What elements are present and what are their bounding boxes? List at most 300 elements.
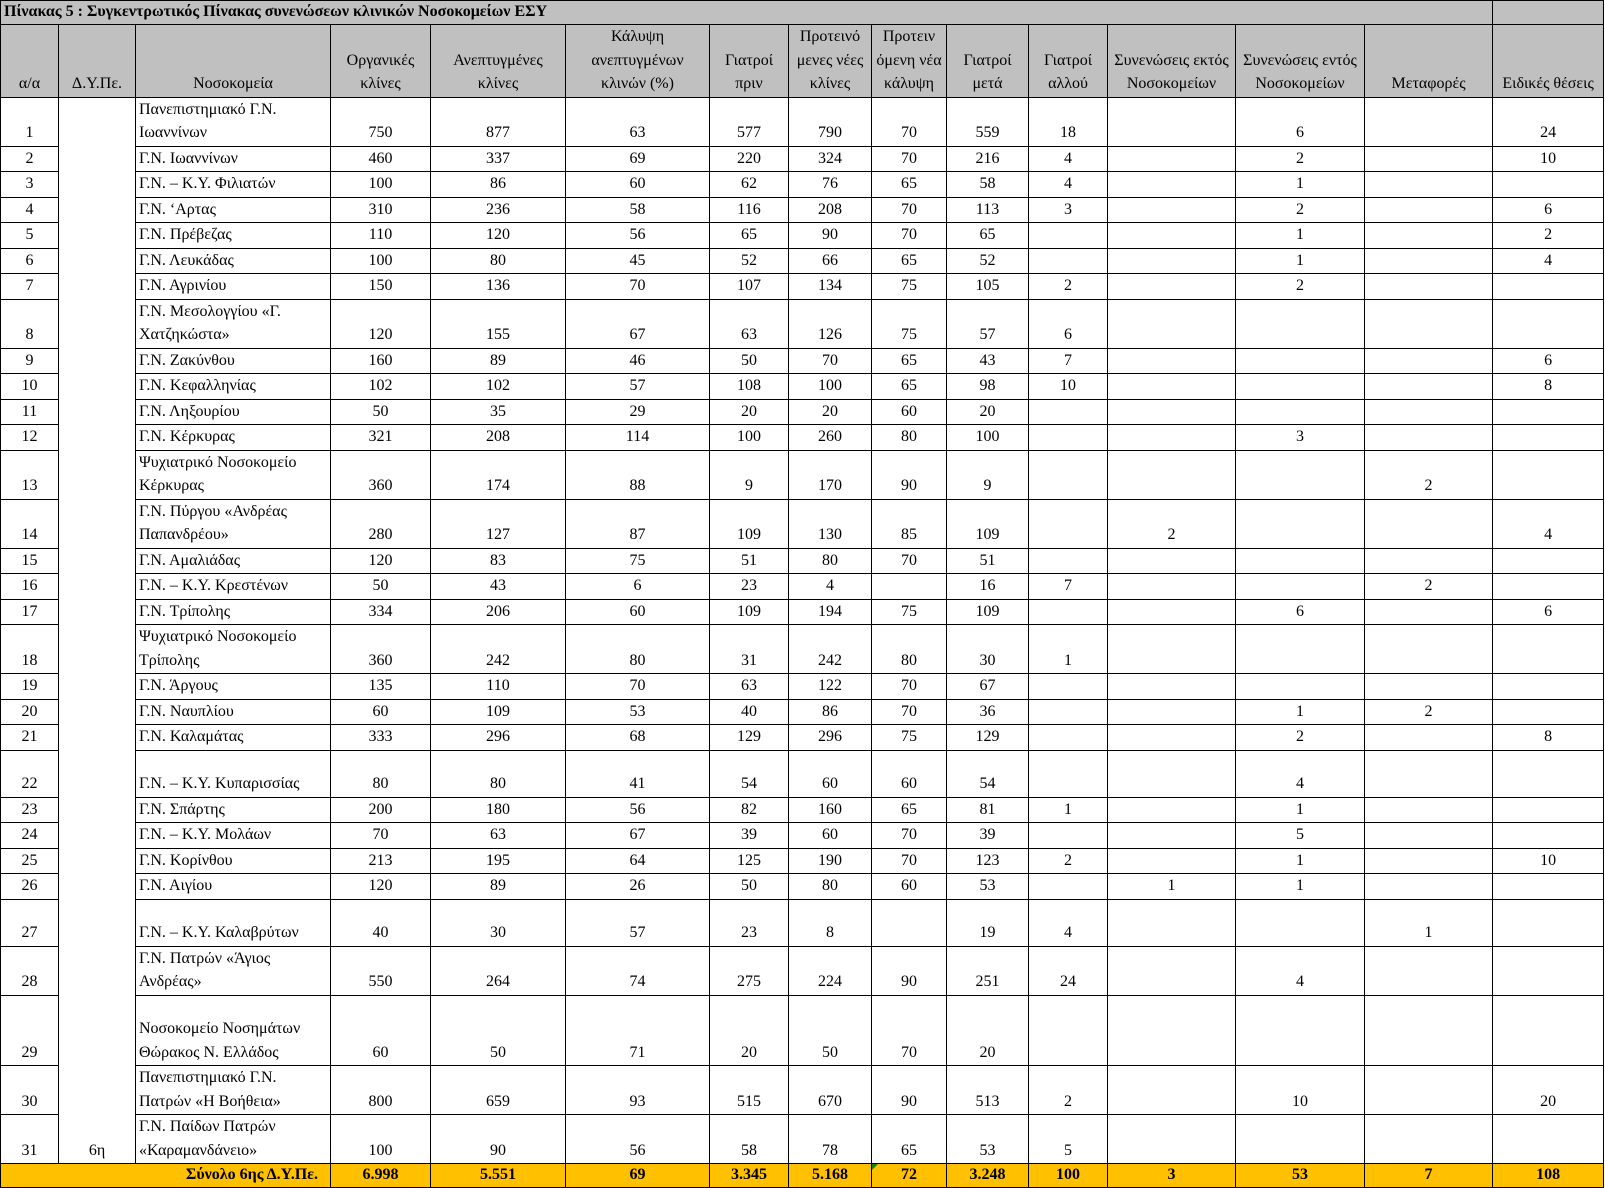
value-cell bbox=[1493, 874, 1604, 900]
value-cell: 9 bbox=[947, 450, 1029, 499]
value-cell: 190 bbox=[789, 848, 872, 874]
row-number-cell: 10 bbox=[1, 374, 59, 400]
value-cell: 2 bbox=[1236, 197, 1365, 223]
value-cell: 9 bbox=[710, 450, 789, 499]
value-cell: 296 bbox=[431, 725, 566, 751]
value-cell: 80 bbox=[566, 625, 710, 674]
column-header: Συνενώσεις εκτός Νοσοκομείων bbox=[1108, 25, 1236, 98]
value-cell: 90 bbox=[872, 946, 947, 995]
column-header: Νοσοκομεία bbox=[136, 25, 331, 98]
value-cell: 126 bbox=[789, 299, 872, 348]
value-cell: 3 bbox=[1236, 425, 1365, 451]
value-cell: 195 bbox=[431, 848, 566, 874]
value-cell: 45 bbox=[566, 248, 710, 274]
value-cell: 110 bbox=[431, 674, 566, 700]
value-cell: 4 bbox=[1029, 172, 1108, 198]
total-value-cell: 3 bbox=[1108, 1164, 1236, 1188]
dype-cell bbox=[59, 574, 136, 600]
value-cell: 102 bbox=[431, 374, 566, 400]
value-cell: 93 bbox=[566, 1066, 710, 1115]
value-cell bbox=[1108, 197, 1236, 223]
column-header: Προτειν όμενη νέα κάλυψη bbox=[872, 25, 947, 98]
title-blank-cell bbox=[1493, 1, 1604, 25]
value-cell: 236 bbox=[431, 197, 566, 223]
dype-cell bbox=[59, 625, 136, 674]
value-cell: 80 bbox=[789, 548, 872, 574]
value-cell: 513 bbox=[947, 1066, 1029, 1115]
value-cell bbox=[1029, 599, 1108, 625]
value-cell: 260 bbox=[789, 425, 872, 451]
value-cell: 150 bbox=[331, 274, 431, 300]
value-cell: 50 bbox=[710, 874, 789, 900]
row-number-cell: 28 bbox=[1, 946, 59, 995]
value-cell: 65 bbox=[872, 172, 947, 198]
value-cell: 559 bbox=[947, 97, 1029, 146]
value-cell: 4 bbox=[1493, 248, 1604, 274]
value-cell: 134 bbox=[789, 274, 872, 300]
value-cell: 160 bbox=[331, 348, 431, 374]
title-row bbox=[1, 1, 1604, 25]
value-cell: 110 bbox=[331, 223, 431, 249]
value-cell bbox=[1365, 223, 1493, 249]
value-cell bbox=[1493, 674, 1604, 700]
value-cell bbox=[1029, 699, 1108, 725]
table-row bbox=[1, 823, 1604, 849]
value-cell bbox=[1236, 625, 1365, 674]
value-cell: 2 bbox=[1029, 1066, 1108, 1115]
value-cell bbox=[1108, 725, 1236, 751]
value-cell: 2 bbox=[1029, 274, 1108, 300]
value-cell: 60 bbox=[566, 172, 710, 198]
value-cell: 60 bbox=[331, 995, 431, 1066]
value-cell: 56 bbox=[566, 1115, 710, 1164]
dype-cell bbox=[59, 499, 136, 548]
value-cell: 105 bbox=[947, 274, 1029, 300]
value-cell bbox=[1236, 374, 1365, 400]
header-row bbox=[1, 25, 1604, 98]
value-cell: 174 bbox=[431, 450, 566, 499]
row-number-cell: 25 bbox=[1, 848, 59, 874]
value-cell bbox=[1029, 450, 1108, 499]
value-cell: 321 bbox=[331, 425, 431, 451]
value-cell bbox=[1108, 548, 1236, 574]
value-cell: 1 bbox=[1236, 874, 1365, 900]
value-cell bbox=[1236, 899, 1365, 946]
value-cell: 275 bbox=[710, 946, 789, 995]
total-value-cell: 5.551 bbox=[431, 1164, 566, 1188]
table-row bbox=[1, 1066, 1604, 1115]
value-cell bbox=[1108, 172, 1236, 198]
dype-cell bbox=[59, 248, 136, 274]
table-row bbox=[1, 899, 1604, 946]
value-cell: 65 bbox=[710, 223, 789, 249]
value-cell: 70 bbox=[872, 548, 947, 574]
value-cell: 8 bbox=[1493, 725, 1604, 751]
value-cell: 60 bbox=[566, 599, 710, 625]
table-row bbox=[1, 848, 1604, 874]
hospital-name-cell: Γ.Ν. Αγρινίου bbox=[136, 274, 331, 300]
value-cell bbox=[1365, 248, 1493, 274]
value-cell: 69 bbox=[566, 146, 710, 172]
value-cell bbox=[1108, 599, 1236, 625]
table-row bbox=[1, 995, 1604, 1066]
value-cell bbox=[1365, 995, 1493, 1066]
value-cell: 56 bbox=[566, 797, 710, 823]
value-cell: 50 bbox=[710, 348, 789, 374]
value-cell: 31 bbox=[710, 625, 789, 674]
value-cell: 1 bbox=[1029, 797, 1108, 823]
value-cell: 1 bbox=[1108, 874, 1236, 900]
value-cell: 180 bbox=[431, 797, 566, 823]
value-cell: 54 bbox=[710, 750, 789, 797]
table-title: Πίνακας 5 : Συγκεντρωτικός Πίνακας συνενώσεων κλινικών Νοσοκομείων ΕΣΥ bbox=[1, 1, 1493, 25]
value-cell bbox=[1108, 97, 1236, 146]
value-cell bbox=[1365, 599, 1493, 625]
value-cell bbox=[1365, 1115, 1493, 1164]
value-cell: 90 bbox=[431, 1115, 566, 1164]
value-cell: 122 bbox=[789, 674, 872, 700]
value-cell: 30 bbox=[431, 899, 566, 946]
hospital-name-cell: Γ.Ν. Πατρών «Άγιος Ανδρέας» bbox=[136, 946, 331, 995]
value-cell: 71 bbox=[566, 995, 710, 1066]
value-cell: 63 bbox=[431, 823, 566, 849]
dype-cell bbox=[59, 97, 136, 146]
value-cell: 60 bbox=[872, 874, 947, 900]
value-cell: 81 bbox=[947, 797, 1029, 823]
value-cell: 790 bbox=[789, 97, 872, 146]
table-row bbox=[1, 548, 1604, 574]
value-cell: 89 bbox=[431, 348, 566, 374]
table-row bbox=[1, 499, 1604, 548]
value-cell bbox=[1236, 548, 1365, 574]
value-cell: 56 bbox=[566, 223, 710, 249]
dype-cell bbox=[59, 750, 136, 797]
value-cell: 39 bbox=[710, 823, 789, 849]
value-cell bbox=[1108, 848, 1236, 874]
value-cell: 120 bbox=[331, 874, 431, 900]
value-cell: 116 bbox=[710, 197, 789, 223]
column-header: Μεταφορές bbox=[1365, 25, 1493, 98]
value-cell: 310 bbox=[331, 197, 431, 223]
dype-cell bbox=[59, 425, 136, 451]
value-cell bbox=[1493, 450, 1604, 499]
value-cell: 107 bbox=[710, 274, 789, 300]
row-number-cell: 13 bbox=[1, 450, 59, 499]
hospital-name-cell: Γ.Ν. ‘Αρτας bbox=[136, 197, 331, 223]
value-cell: 89 bbox=[431, 874, 566, 900]
value-cell bbox=[1236, 674, 1365, 700]
value-cell bbox=[1365, 299, 1493, 348]
value-cell: 360 bbox=[331, 625, 431, 674]
value-cell: 125 bbox=[710, 848, 789, 874]
value-cell: 70 bbox=[872, 674, 947, 700]
value-cell: 1 bbox=[1236, 797, 1365, 823]
value-cell: 70 bbox=[872, 699, 947, 725]
value-cell bbox=[1365, 797, 1493, 823]
value-cell: 40 bbox=[710, 699, 789, 725]
value-cell: 58 bbox=[566, 197, 710, 223]
value-cell: 88 bbox=[566, 450, 710, 499]
value-cell: 57 bbox=[947, 299, 1029, 348]
total-value-cell: 53 bbox=[1236, 1164, 1365, 1188]
value-cell: 100 bbox=[331, 1115, 431, 1164]
value-cell: 57 bbox=[566, 374, 710, 400]
value-cell: 70 bbox=[872, 97, 947, 146]
value-cell: 46 bbox=[566, 348, 710, 374]
value-cell: 129 bbox=[710, 725, 789, 751]
value-cell: 90 bbox=[872, 450, 947, 499]
value-cell: 6 bbox=[1236, 599, 1365, 625]
value-cell: 2 bbox=[1365, 450, 1493, 499]
value-cell bbox=[1365, 823, 1493, 849]
value-cell: 63 bbox=[566, 97, 710, 146]
hospital-name-cell: Γ.Ν. Κορίνθου bbox=[136, 848, 331, 874]
value-cell bbox=[1236, 1115, 1365, 1164]
value-cell: 4 bbox=[1493, 499, 1604, 548]
value-cell: 70 bbox=[566, 674, 710, 700]
value-cell: 35 bbox=[431, 399, 566, 425]
value-cell bbox=[1108, 146, 1236, 172]
value-cell: 68 bbox=[566, 725, 710, 751]
hospital-name-cell: Γ.Ν. Αμαλιάδας bbox=[136, 548, 331, 574]
value-cell: 80 bbox=[789, 874, 872, 900]
hospital-name-cell: Γ.Ν. Αιγίου bbox=[136, 874, 331, 900]
value-cell: 120 bbox=[331, 299, 431, 348]
column-header: Γιατροί αλλού bbox=[1029, 25, 1108, 98]
row-number-cell: 24 bbox=[1, 823, 59, 849]
value-cell: 113 bbox=[947, 197, 1029, 223]
value-cell bbox=[1108, 425, 1236, 451]
row-number-cell: 6 bbox=[1, 248, 59, 274]
value-cell: 220 bbox=[710, 146, 789, 172]
value-cell: 877 bbox=[431, 97, 566, 146]
value-cell bbox=[1108, 797, 1236, 823]
column-header: Κάλυψη ανεπτυγμένων κλινών (%) bbox=[566, 25, 710, 98]
value-cell: 1 bbox=[1236, 699, 1365, 725]
value-cell: 2 bbox=[1108, 499, 1236, 548]
value-cell bbox=[1493, 823, 1604, 849]
value-cell bbox=[1365, 146, 1493, 172]
column-header: α/α bbox=[1, 25, 59, 98]
value-cell: 135 bbox=[331, 674, 431, 700]
value-cell: 62 bbox=[710, 172, 789, 198]
total-value-cell: 3.345 bbox=[710, 1164, 789, 1188]
table-row bbox=[1, 274, 1604, 300]
value-cell bbox=[1108, 348, 1236, 374]
value-cell bbox=[1108, 223, 1236, 249]
value-cell: 53 bbox=[947, 874, 1029, 900]
hospital-name-cell: Γ.Ν. – Κ.Υ. Μολάων bbox=[136, 823, 331, 849]
value-cell: 6 bbox=[1236, 97, 1365, 146]
value-cell: 18 bbox=[1029, 97, 1108, 146]
value-cell: 83 bbox=[431, 548, 566, 574]
column-header: Γιατροί μετά bbox=[947, 25, 1029, 98]
value-cell: 51 bbox=[947, 548, 1029, 574]
value-cell: 6 bbox=[1029, 299, 1108, 348]
total-value-cell: 7 bbox=[1365, 1164, 1493, 1188]
value-cell bbox=[1236, 299, 1365, 348]
value-cell: 206 bbox=[431, 599, 566, 625]
value-cell: 100 bbox=[331, 172, 431, 198]
value-cell bbox=[1365, 874, 1493, 900]
total-value-cell: 69 bbox=[566, 1164, 710, 1188]
value-cell: 65 bbox=[872, 374, 947, 400]
value-cell: 60 bbox=[872, 399, 947, 425]
value-cell: 1 bbox=[1236, 848, 1365, 874]
value-cell: 120 bbox=[431, 223, 566, 249]
hospital-name-cell: Γ.Ν. Πρέβεζας bbox=[136, 223, 331, 249]
table-row bbox=[1, 1115, 1604, 1164]
total-value-cell: 100 bbox=[1029, 1164, 1108, 1188]
value-cell: 170 bbox=[789, 450, 872, 499]
table-row bbox=[1, 374, 1604, 400]
value-cell bbox=[1029, 995, 1108, 1066]
table-row bbox=[1, 725, 1604, 751]
dype-cell bbox=[59, 1066, 136, 1115]
table-row bbox=[1, 699, 1604, 725]
value-cell: 224 bbox=[789, 946, 872, 995]
value-cell: 82 bbox=[710, 797, 789, 823]
value-cell: 460 bbox=[331, 146, 431, 172]
value-cell: 10 bbox=[1236, 1066, 1365, 1115]
value-cell: 6 bbox=[1493, 197, 1604, 223]
value-cell bbox=[1029, 399, 1108, 425]
row-number-cell: 22 bbox=[1, 750, 59, 797]
value-cell: 50 bbox=[331, 574, 431, 600]
table-row bbox=[1, 946, 1604, 995]
value-cell: 10 bbox=[1493, 848, 1604, 874]
row-number-cell: 2 bbox=[1, 146, 59, 172]
value-cell: 213 bbox=[331, 848, 431, 874]
value-cell bbox=[1493, 750, 1604, 797]
value-cell bbox=[1493, 548, 1604, 574]
dype-cell bbox=[59, 374, 136, 400]
dype-cell bbox=[59, 399, 136, 425]
hospital-name-cell: Γ.Ν. – Κ.Υ. Κρεστένων bbox=[136, 574, 331, 600]
table-row bbox=[1, 874, 1604, 900]
table-row bbox=[1, 399, 1604, 425]
row-number-cell: 29 bbox=[1, 995, 59, 1066]
value-cell: 2 bbox=[1493, 223, 1604, 249]
value-cell bbox=[1493, 274, 1604, 300]
total-row bbox=[1, 1164, 1604, 1188]
dype-cell bbox=[59, 823, 136, 849]
value-cell bbox=[1365, 674, 1493, 700]
value-cell: 10 bbox=[1493, 146, 1604, 172]
value-cell: 670 bbox=[789, 1066, 872, 1115]
value-cell bbox=[1108, 399, 1236, 425]
value-cell bbox=[1493, 299, 1604, 348]
value-cell: 1 bbox=[1236, 248, 1365, 274]
value-cell: 2 bbox=[1236, 146, 1365, 172]
table-row bbox=[1, 97, 1604, 146]
row-number-cell: 26 bbox=[1, 874, 59, 900]
value-cell bbox=[1108, 248, 1236, 274]
value-cell: 50 bbox=[431, 995, 566, 1066]
value-cell: 70 bbox=[872, 223, 947, 249]
value-cell bbox=[1108, 899, 1236, 946]
dype-cell bbox=[59, 848, 136, 874]
row-number-cell: 21 bbox=[1, 725, 59, 751]
hospital-name-cell: Γ.Ν. Ληξουρίου bbox=[136, 399, 331, 425]
dype-cell bbox=[59, 674, 136, 700]
value-cell: 100 bbox=[710, 425, 789, 451]
value-cell: 109 bbox=[431, 699, 566, 725]
value-cell bbox=[1108, 274, 1236, 300]
value-cell: 65 bbox=[872, 1115, 947, 1164]
value-cell bbox=[1236, 499, 1365, 548]
hospital-name-cell: Γ.Ν. – Κ.Υ. Καλαβρύτων bbox=[136, 899, 331, 946]
table-row bbox=[1, 425, 1604, 451]
total-value-cell: 108 bbox=[1493, 1164, 1604, 1188]
row-number-cell: 11 bbox=[1, 399, 59, 425]
table-row bbox=[1, 348, 1604, 374]
value-cell: 60 bbox=[331, 699, 431, 725]
dype-cell bbox=[59, 946, 136, 995]
value-cell bbox=[1365, 548, 1493, 574]
table-body bbox=[1, 97, 1604, 1164]
table-row bbox=[1, 248, 1604, 274]
value-cell bbox=[1365, 625, 1493, 674]
value-cell: 23 bbox=[710, 574, 789, 600]
hospital-name-cell: Γ.Ν. Μεσολογγίου «Γ. Χατζηκώστα» bbox=[136, 299, 331, 348]
total-value-cell: 6.998 bbox=[331, 1164, 431, 1188]
value-cell: 127 bbox=[431, 499, 566, 548]
row-number-cell: 30 bbox=[1, 1066, 59, 1115]
value-cell: 53 bbox=[566, 699, 710, 725]
table-row bbox=[1, 674, 1604, 700]
value-cell: 70 bbox=[789, 348, 872, 374]
column-header: Συνενώσεις εντός Νοσοκομείων bbox=[1236, 25, 1365, 98]
value-cell bbox=[1029, 248, 1108, 274]
value-cell: 80 bbox=[872, 625, 947, 674]
value-cell bbox=[1365, 1066, 1493, 1115]
value-cell: 60 bbox=[789, 823, 872, 849]
value-cell bbox=[1108, 450, 1236, 499]
value-cell: 85 bbox=[872, 499, 947, 548]
value-cell: 87 bbox=[566, 499, 710, 548]
value-cell: 80 bbox=[431, 750, 566, 797]
row-number-cell: 5 bbox=[1, 223, 59, 249]
value-cell: 75 bbox=[872, 599, 947, 625]
value-cell bbox=[1493, 625, 1604, 674]
value-cell bbox=[1108, 625, 1236, 674]
value-cell: 334 bbox=[331, 599, 431, 625]
value-cell: 20 bbox=[710, 399, 789, 425]
value-cell: 20 bbox=[947, 995, 1029, 1066]
value-cell: 58 bbox=[710, 1115, 789, 1164]
dype-cell bbox=[59, 299, 136, 348]
value-cell: 75 bbox=[872, 274, 947, 300]
row-number-cell: 31 bbox=[1, 1115, 59, 1164]
value-cell bbox=[1365, 399, 1493, 425]
value-cell: 337 bbox=[431, 146, 566, 172]
value-cell: 360 bbox=[331, 450, 431, 499]
value-cell: 280 bbox=[331, 499, 431, 548]
value-cell: 50 bbox=[331, 399, 431, 425]
value-cell bbox=[1365, 197, 1493, 223]
value-cell bbox=[1236, 399, 1365, 425]
value-cell: 76 bbox=[789, 172, 872, 198]
value-cell: 108 bbox=[710, 374, 789, 400]
row-number-cell: 7 bbox=[1, 274, 59, 300]
value-cell: 75 bbox=[872, 299, 947, 348]
value-cell: 51 bbox=[710, 548, 789, 574]
value-cell: 800 bbox=[331, 1066, 431, 1115]
value-cell: 109 bbox=[947, 499, 1029, 548]
value-cell: 26 bbox=[566, 874, 710, 900]
value-cell bbox=[1365, 499, 1493, 548]
